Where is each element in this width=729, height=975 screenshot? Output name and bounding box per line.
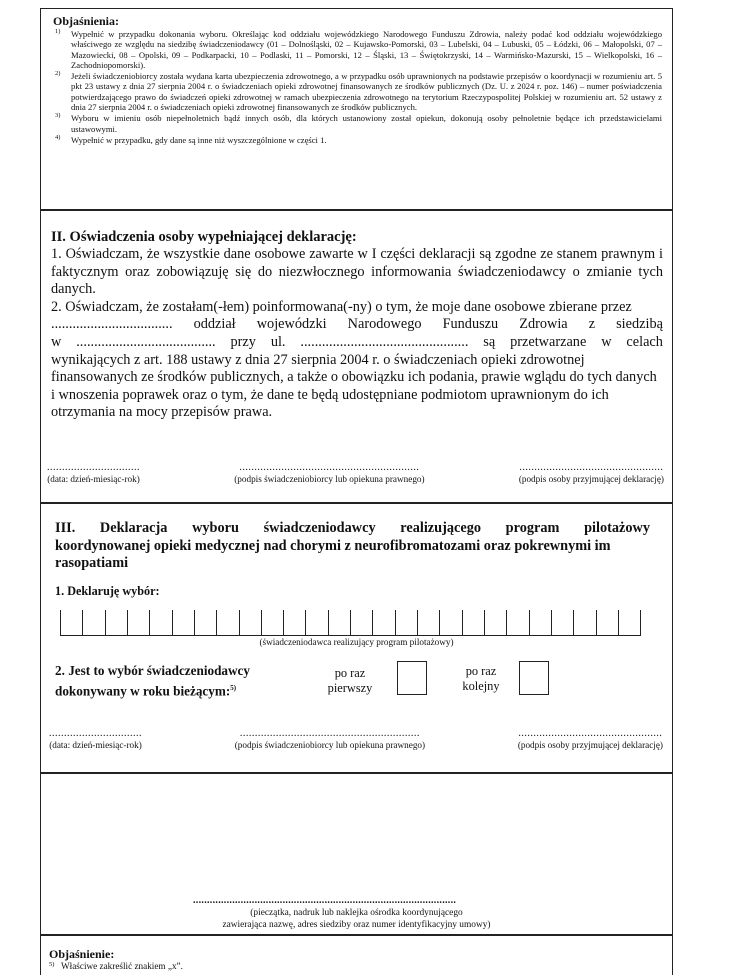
footnote-4: 4) Wypełnić w przypadku, gdy dane są inne niż wyszczególnione w części 1. <box>55 133 327 145</box>
choice-heading-rest: koordynowanej opieki medycznej nad chorymi z neurofibromatozami oraz pokrewnymi im rasopatiami <box>55 537 611 571</box>
option-first-label: po raz pierwszy <box>327 666 373 695</box>
footnote-3: 3) Wyboru w imieniu osób niepełnoletnich bądź innych osób, dla których ustanowiony został opiekun, dokonują osoby pełnoletnie będące ich przedstawicielami ustawowymi. <box>55 112 662 134</box>
provider-code-box[interactable] <box>305 610 327 635</box>
provider-code-box[interactable] <box>194 610 216 635</box>
choice-heading-line-1: III. Deklaracja wyboru świadczeniodawcy realizującego program pilotażowy <box>55 520 650 536</box>
footnote-2: 2) Jeżeli świadczeniobiorcy została wydana karta ubezpieczenia zdrowotnego, a w przypadku osób uprawnionych na podstawie przepisów o koordynacji w rozumieniu art. 5 pkt 23 ustawy z dnia 27 sierpnia 2004 r. o świadczeniach opieki zdrowotnej finansowanych ze środków publicznych (Dz. U. z 2024 r. poz. 146) – numer poświadczenia potwierdzającego prawo do świadczeń opieki zdrowotnej w ramach ubezpieczenia zdrowotnego na terytorium Rzeczypospolitej Polskiej w rozumieniu art. 52 ustawy z dnia 27 sierpnia 2004 r. o świadczeniach opieki zdrowotnej finansowanych ze środków publicznych. <box>55 70 662 113</box>
provider-code-box[interactable] <box>149 610 171 635</box>
footer-note-section <box>40 935 673 975</box>
declaration-address-line: w ....................................... przy ul. ............................................... są przetwarzane w celach <box>51 333 663 350</box>
choice-question-2: 2. Jest to wybór świadczeniodawcy dokonywany w roku bieżącym:$^{5)}$ <box>55 663 250 698</box>
provider-code-box[interactable] <box>216 610 238 635</box>
provider-code-boxes[interactable] <box>60 610 641 636</box>
declaration-branch-line: .................................. oddział wojewódzki Narodowego Funduszu Zdrowia z siedzibą <box>51 316 663 333</box>
provider-boxes-caption: (świadczeniodawca realizujący program pilotażowy) <box>259 637 454 647</box>
footer-note: 5) Właściwe zakreślić znakiem „x”. <box>49 961 183 971</box>
provider-code-box[interactable] <box>127 610 149 635</box>
footer-title: Objaśnienie: <box>49 947 115 961</box>
provider-code-box[interactable] <box>506 610 528 635</box>
declaration-paragraph-1: 1. Oświadczam, że wszystkie dane osobowe zawarte w I części deklaracji są zgodne ze stanem prawnym i faktycznym oraz zobowiązuję się do niezwłocznego informowania świadczeniodawcy o zmianie tych danych. <box>51 246 663 298</box>
patient-signature-field[interactable]: ............................................................ (podpis świadczeniobiorcy lub opiekuna prawnego) <box>234 728 426 750</box>
provider-code-box[interactable] <box>328 610 350 635</box>
provider-code-box[interactable] <box>417 610 439 635</box>
street-field[interactable]: ............................................... <box>300 333 469 350</box>
receiver-signature-field[interactable]: ................................................ (podpis osoby przyjmującej deklarację) <box>518 462 664 484</box>
footnotes-section <box>40 8 673 210</box>
date-signature-field[interactable]: ............................... (data: dzień-miesiąc-rok) <box>49 728 142 750</box>
declaration-heading: II. Oświadczenia osoby wypełniającej deklarację: <box>51 229 357 245</box>
declaration-paragraph-2-start: 2. Oświadczam, że zostałam(-łem) poinformowana(-ny) o tym, że moje dane osobowe zbierane przez <box>51 298 632 315</box>
declaration-section <box>40 210 673 503</box>
provider-code-box[interactable] <box>60 610 82 635</box>
patient-signature-field[interactable]: ............................................................ (podpis świadczeniobiorcy lub opiekuna prawnego) <box>234 462 425 484</box>
option-next-label: po raz kolejny <box>462 664 500 693</box>
stamp-section <box>40 773 673 935</box>
provider-code-box[interactable] <box>439 610 461 635</box>
provider-code-box[interactable] <box>618 610 641 635</box>
provider-code-box[interactable] <box>551 610 573 635</box>
footnote-1: 1) Wypełnić w przypadku dokonania wyboru. Określając kod oddziału wojewódzkiego Narodowego Funduszu Zdrowia, należy podać kod oddziału wojewódzkiego właściwego ze względu na siedzibę świadczeniodawcy (01 – Dolnośląski, 02 – Kujawsko-Pomorski, 03 – Lubelski, 04 – Lubuski, 05 – Łódzki, 06 – Małopolski, 07 – Mazowiecki, 08 – Opolski, 09 – Podkarpacki, 10 – Podlaski, 11 – Pomorski, 12 – Śląski, 13 – Świętokrzyski, 14 – Warmińsko-Mazurski, 15 – Wielkopolski, 16 – Zachodniopomorski). <box>55 28 662 70</box>
receiver-signature-field[interactable]: ................................................ (podpis osoby przyjmującej deklarację) <box>517 728 663 750</box>
stamp-caption: (pieczątka, nadruk lub naklejka ośrodka koordynującego zawierająca nazwę, adres siedziby oraz numer identyfikacyjny umowy) <box>222 908 491 930</box>
provider-choice-section <box>40 503 673 773</box>
option-next-checkbox[interactable] <box>519 661 549 695</box>
provider-code-box[interactable] <box>239 610 261 635</box>
provider-code-box[interactable] <box>283 610 305 635</box>
choice-subheading: 1. Deklaruję wybór: <box>55 583 160 598</box>
choice-signature-row <box>41 729 672 751</box>
provider-code-box[interactable] <box>395 610 417 635</box>
provider-code-box[interactable] <box>105 610 127 635</box>
stamp-field[interactable]: .............................................................................................. <box>193 895 457 906</box>
provider-code-box[interactable] <box>529 610 551 635</box>
provider-code-box[interactable] <box>261 610 283 635</box>
branch-code-field[interactable]: .................................. <box>51 316 173 333</box>
provider-code-box[interactable] <box>350 610 372 635</box>
declaration-paragraph-2-rest: wynikających z art. 188 ustawy z dnia 27 sierpnia 2004 r. o świadczeniach opieki zdrowotnej finansowanych ze środków publicznych, a także o obowiązku ich podania, prawie wglądu do tych danych i wnoszenia poprawek oraz o tym, że dane te będą udostępniane podmiotom uprawnionym do ich otrzymania na mocy przepisów prawa. <box>51 351 657 421</box>
city-field[interactable]: ....................................... <box>76 333 216 350</box>
provider-code-box[interactable] <box>82 610 104 635</box>
provider-code-box[interactable] <box>596 610 618 635</box>
provider-code-box[interactable] <box>462 610 484 635</box>
option-first-checkbox[interactable] <box>397 661 427 695</box>
footnotes-title: Objaśnienia: <box>53 14 120 28</box>
provider-code-box[interactable] <box>573 610 595 635</box>
provider-code-box[interactable] <box>484 610 506 635</box>
date-signature-field[interactable]: ............................... (data: dzień-miesiąc-rok) <box>47 462 140 484</box>
provider-code-box[interactable] <box>372 610 394 635</box>
provider-code-box[interactable] <box>172 610 194 635</box>
declaration-signature-row <box>41 463 672 485</box>
